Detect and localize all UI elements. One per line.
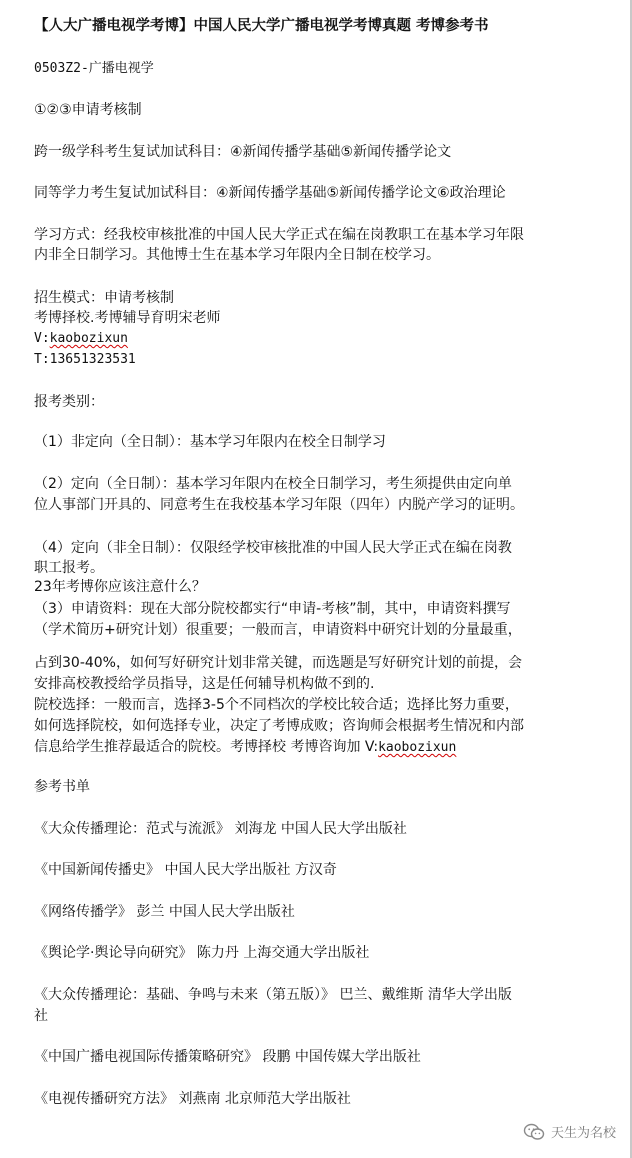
school-choice-v-id: kaobozixun xyxy=(378,740,457,755)
category-4-line-2: 职工报考。 xyxy=(34,560,104,576)
tutor-line: 考博择校.考博辅导育明宋老师 xyxy=(34,310,221,326)
materials-line-2: （学术简历+研究计划）很重要；一般而言，申请资料中研究计划的分量最重， xyxy=(34,622,522,638)
school-choice-text: 信息给学生推荐最适合的院校。考博择校 考博咨询加 V: xyxy=(34,739,379,755)
book-item: 《舆论学·舆论导向研究》 陈力丹 上海交通大学出版社 xyxy=(34,945,370,961)
materials-line-4: 安排高校教授给学员指导，这是任何辅导机构做不到的. xyxy=(34,676,375,692)
book-item: 《中国广播电视国际传播策略研究》 段鹏 中国传媒大学出版社 xyxy=(34,1049,421,1065)
contact-v xyxy=(34,330,128,348)
booklist-heading: 参考书单 xyxy=(34,779,90,795)
document-title: 【人大广播电视学考博】中国人民大学广播电视学考博真题 考博参考书 xyxy=(34,18,489,34)
materials-line-3: 占到30-40%，如何写好研究计划非常关键，而选题是写好研究计划的前提，会 xyxy=(34,655,522,671)
major-code: 0503Z2-广播电视学 xyxy=(34,61,154,76)
equivalent-subjects: 同等学力考生复试加试科目：④新闻传播学基础⑤新闻传播学论文⑥政治理论 xyxy=(34,185,506,201)
category-1: （1）非定向（全日制）：基本学习年限内在校全日制学习 xyxy=(34,434,386,450)
enrollment-mode: 招生模式：申请考核制 xyxy=(34,290,174,306)
category-2-line-1: （2）定向（全日制）：基本学习年限内在校全日制学习，考生须提供由定向单 xyxy=(34,476,512,492)
book-item: 《网络传播学》 彭兰 中国人民大学出版社 xyxy=(34,904,295,920)
study-mode-line-2: 内非全日制学习。其他博士生在基本学习年限内全日制在校学习。 xyxy=(34,247,440,263)
book-item: 《大众传播理论：范式与流派》 刘海龙 中国人民大学出版社 xyxy=(34,821,407,837)
book-item: 《中国新闻传播史》 中国人民大学出版社 方汉奇 xyxy=(34,862,337,878)
book-item: 《大众传播理论：基础、争鸣与未来（第五版）》 巴兰、戴维斯 清华大学出版 xyxy=(34,987,512,1003)
watermark xyxy=(523,1122,616,1141)
school-choice-line-1: 院校选择：一般而言，选择3-5个不同档次的学校比较合适；选择比努力重要， xyxy=(34,697,519,713)
contact-v-id: kaobozixun xyxy=(49,331,128,346)
watermark-text: 天生为名校 xyxy=(550,1126,616,1141)
school-choice-line-3 xyxy=(34,738,456,757)
exam-system: ①②③申请考核制 xyxy=(34,102,142,118)
category-2-line-2: 位人事部门开具的、同意考生在我校基本学习年限（四年）内脱产学习的证明。 xyxy=(34,497,524,513)
study-mode-line-1: 学习方式：经我校审核批准的中国人民大学正式在编在岗教职工在基本学习年限 xyxy=(34,227,524,243)
contact-v-prefix: V: xyxy=(34,331,50,346)
book-item: 《电视传播研究方法》 刘燕南 北京师范大学出版社 xyxy=(34,1091,351,1107)
contact-phone: T:13651323531 xyxy=(34,352,136,367)
wechat-official-account-icon xyxy=(523,1123,545,1141)
category-4-line-1: （4）定向（非全日制）：仅限经学校审核批准的中国人民大学正式在编在岗教 xyxy=(34,540,512,556)
attention-heading: 23年考博你应该注意什么？ xyxy=(34,579,206,595)
book-item-continuation: 社 xyxy=(34,1008,48,1024)
school-choice-line-2: 如何选择院校，如何选择专业，决定了考博成败；咨询师会根据考生情况和内部 xyxy=(34,718,524,734)
materials-line-1: （3）申请资料：现在大部分院校都实行“申请-考核”制，其中，申请资料撰写 xyxy=(34,601,511,617)
category-heading: 报考类别： xyxy=(34,394,104,410)
cross-discipline-subjects: 跨一级学科考生复试加试科目：④新闻传播学基础⑤新闻传播学论文 xyxy=(34,144,452,160)
